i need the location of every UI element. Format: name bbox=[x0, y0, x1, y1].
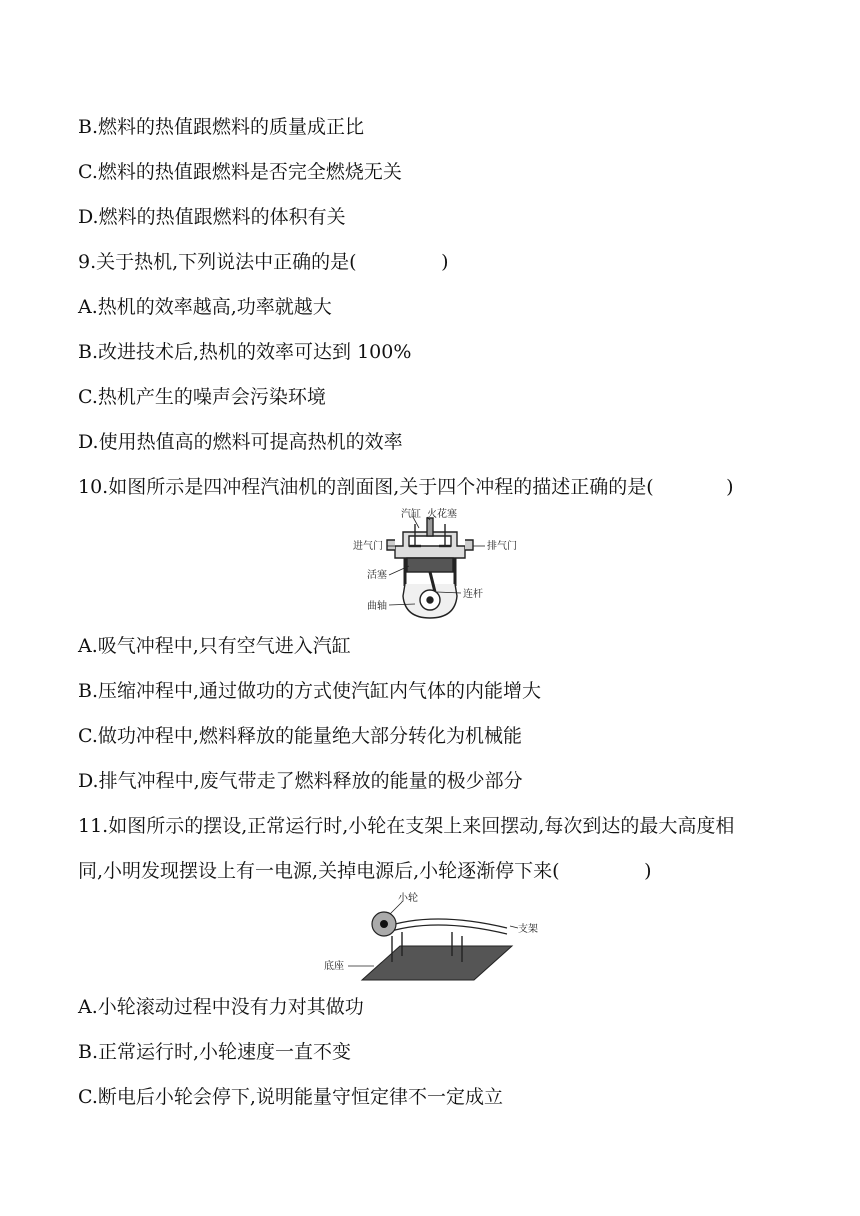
label-wheel: 小轮 bbox=[398, 893, 418, 904]
q10-option-a: A.吸气冲程中,只有空气进入汽缸 bbox=[78, 635, 351, 657]
q8-option-b: B.燃料的热值跟燃料的质量成正比 bbox=[78, 116, 365, 138]
label-base: 底座 bbox=[324, 961, 344, 972]
q9-stem: 9.关于热机,下列说法中正确的是( ) bbox=[78, 251, 449, 273]
q11-stem-line1: 11.如图所示的摆设,正常运行时,小轮在支架上来回摆动,每次到达的最大高度相 bbox=[78, 815, 735, 837]
q10-stem: 10.如图所示是四冲程汽油机的剖面图,关于四个冲程的描述正确的是( ) bbox=[78, 476, 734, 498]
wheel-ornament-figure bbox=[322, 890, 542, 986]
q9-option-a: A.热机的效率越高,功率就越大 bbox=[78, 296, 332, 318]
q11-option-a: A.小轮滚动过程中没有力对其做功 bbox=[78, 996, 364, 1018]
label-crankshaft: 曲轴 bbox=[367, 601, 387, 612]
q9-option-c: C.热机产生的噪声会污染环境 bbox=[78, 386, 326, 408]
label-connecting-rod: 连杆 bbox=[463, 589, 483, 600]
q8-option-d: D.燃料的热值跟燃料的体积有关 bbox=[78, 206, 346, 228]
label-intake-valve: 进气门 bbox=[353, 541, 383, 552]
q9-option-b: B.改进技术后,热机的效率可达到 100% bbox=[78, 341, 412, 363]
q11-option-c: C.断电后小轮会停下,说明能量守恒定律不一定成立 bbox=[78, 1086, 503, 1108]
q11-option-b: B.正常运行时,小轮速度一直不变 bbox=[78, 1041, 352, 1063]
label-spark-plug: 火花塞 bbox=[427, 509, 457, 520]
q10-option-b: B.压缩冲程中,通过做功的方式使汽缸内气体的内能增大 bbox=[78, 680, 542, 702]
q11-stem-line2: 同,小明发现摆设上有一电源,关掉电源后,小轮逐渐停下来( ) bbox=[78, 860, 652, 882]
label-cylinder: 汽缸 bbox=[401, 509, 421, 520]
label-piston: 活塞 bbox=[367, 570, 387, 581]
q10-option-c: C.做功冲程中,燃料释放的能量绝大部分转化为机械能 bbox=[78, 725, 522, 747]
q9-option-d: D.使用热值高的燃料可提高热机的效率 bbox=[78, 431, 403, 453]
q8-option-c: C.燃料的热值跟燃料是否完全燃烧无关 bbox=[78, 161, 402, 183]
engine-cross-section-figure bbox=[345, 506, 515, 618]
label-bracket: 支架 bbox=[518, 924, 538, 935]
label-exhaust-valve: 排气门 bbox=[487, 541, 517, 552]
q10-option-d: D.排气冲程中,废气带走了燃料释放的能量的极少部分 bbox=[78, 770, 523, 792]
